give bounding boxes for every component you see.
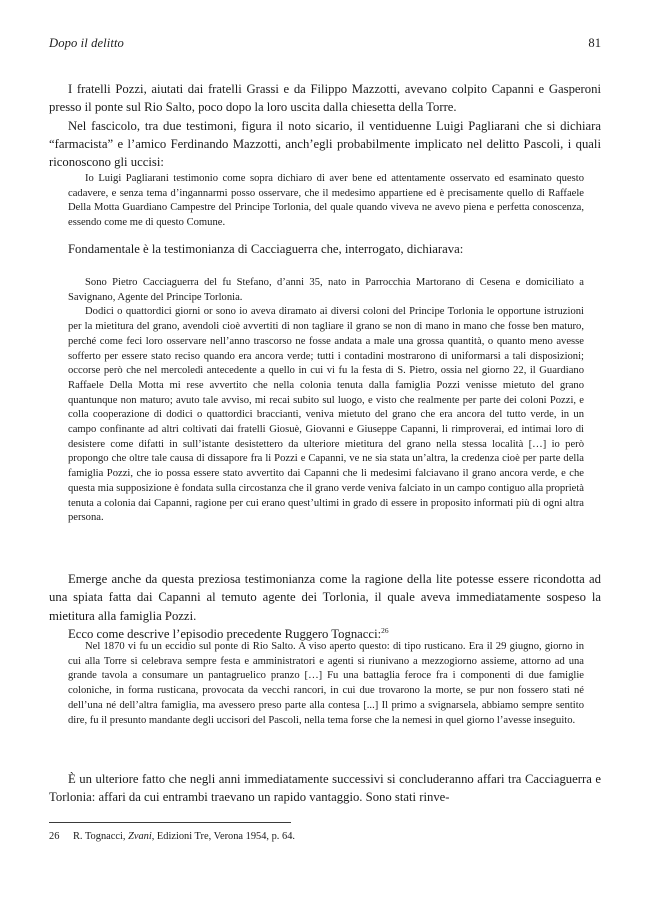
paragraph-5-text: Ecco come descrive l’episodio precedente Ruggero Tognacci: <box>68 627 382 642</box>
blockquote-cacciaguerra-p1: Sono Pietro Cacciaguerra del fu Stefano, d’anni 35, nato in Parrocchia Martorano di Cesena e domiciliato a Savignano, Agente del Principe Torlonia. <box>68 277 584 303</box>
footnote-26 <box>49 830 601 844</box>
footnote-publication: , Edizioni Tre, Verona 1954, p. 64. <box>151 831 295 842</box>
running-head-title: Dopo il delitto <box>49 36 124 50</box>
body-section-fondamentale <box>49 240 601 258</box>
footnote-text <box>73 830 295 844</box>
footnote-title: Zvani <box>128 831 152 842</box>
paragraph-4: Emerge anche da questa preziosa testimonianza come la ragione della lite potesse essere ricondotta ad una spiata fatta dai Capanni al temuto agente dei Torlonia, il quale aveva immediatamente sospeso la mietitura alla famiglia Pozzi. <box>49 572 601 623</box>
paragraph-3: Fondamentale è la testimonianza di Cacciaguerra che, interrogato, dichiarava: <box>68 242 464 256</box>
footnote-number: 26 <box>49 831 60 842</box>
paragraph-6: È un ulteriore fatto che negli anni immediatamente successivi si concluderanno affari tra Cacciaguerra e Torlonia: affari da cui entrambi traevano un rapido vantaggio. Sono stati rinve- <box>49 772 601 805</box>
footnote-author: R. Tognacci, <box>73 831 129 842</box>
paragraph-1: I fratelli Pozzi, aiutati dai fratelli Grassi e da Filippo Mazzotti, avevano colpito Capanni e Gasperoni presso il ponte sul Rio Salto, poco dopo la loro uscita dalla chiesetta della Torre. <box>49 82 601 115</box>
body-section-intro <box>49 80 601 172</box>
blockquote-pagliarani <box>68 172 584 231</box>
footnote-reference-26[interactable]: 26 <box>381 625 389 635</box>
page-number: 81 <box>588 36 601 50</box>
blockquote-cacciaguerra <box>68 276 584 526</box>
body-section-closing <box>49 770 601 807</box>
footnote-separator-rule <box>49 822 291 823</box>
footnote-area <box>49 822 601 844</box>
blockquote-tognacci <box>68 640 584 728</box>
blockquote-pagliarani-text: Io Luigi Pagliarani testimonio come sopra dichiaro di aver bene ed attentamente osservato ed esaminato questo cadavere, e senza tema d’ingannarmi posso osservare, che il medesimo appartiene ed è precisamente quello di Raffaele Della Motta Guardiano Campestre del Principe Torlonia, del quale quando viveva ne avevo piena e perfetta conoscenza, essendo come me di questo Comune. <box>68 173 584 229</box>
body-section-emerge <box>49 570 601 643</box>
blockquote-cacciaguerra-p2: Dodici o quattordici giorni or sono io aveva diramato ai diversi coloni del Principe Torlonia le opportune istruzioni per la mietitura del grano, avendoli cioè avvertiti di non tagliare il grano se non di mano in mano che fosse ben maturo, perché come feci loro osservare nell’anno trascorso ne fosse andata a male una grossa quantità, o quanto meno avesse sofferto per essere stato reciso quando era ancora verde; tutti i contadini mostrarono di uniformarsi a tali disposizioni; occorse però che nel mercoledì antecedente a quello in cui vi fu la festa di S. Pietro, ossia nel giorno 22, il Guardiano Raffaele Della Motta mi rese avvertito che nella colonia tenuta dalla famiglia Pozzi venisse mietuto del grano quantunque non maturo; avuto tale avviso, mi recai subito sul luogo, e visto che realmente per parte dei coloni Pozzi, e colla cooperazione di dodici o quattordici braccianti, veniva mietuto del grano che era ancora del tutto verde, in un campo confinante ad altri coltivati dai fratelli Giosuè, Giovanni e Giuseppe Capanni, li rimproverai, ed intimai loro di desistere come difatti in sull’istante desistettero da ulteriore mietitura del grano nella stessa località […] io però propongo che oltre tale causa di dissapore fra li Pozzi e Capanni, ve ne sia stata un’altra, la credenza cioè per parte della famiglia Pozzi, che io possa essere stato avvertito dai Capanni che li medesimi falciavano il grano ancora verde, e che questa mia supposizione è fondata sulla circostanza che il grano verde veniva falciato in un campo contiguo alla proprietà tenuta a colonia dai Capanni, ragione per cui erano quest’ultimi in grado di essere in proposito informati più di ogni altra persona. <box>68 306 584 524</box>
blockquote-tognacci-text: Nel 1870 vi fu un eccidio sul ponte di Rio Salto. A viso aperto questo: di tipo rusticano. Era il 29 giugno, giorno in cui alla Torre si celebrava sempre festa e amministratori e agenti si riunivano a mezzogiorno assieme, attorno ad una grande tavola a consumare un pantagruelico pranzo […] Fu una battaglia feroce fra i componenti di due famiglie coloniche, in forma rusticana, provocata da vecchi rancori, in cui due trovarono la morte, se pur non fossero stati né dell’una né dell’altra famiglia, ma avessero preso parte alla contesa [...] Il primo a svignarsela, abbiamo sempre sentito dire, fu il presunto mandante degli uccisori del Pascoli, nella tema forse che la nemesi in quel giorno l’avesse inseguito. <box>68 641 584 726</box>
paragraph-2: Nel fascicolo, tra due testimoni, figura il noto sicario, il ventiduenne Luigi Pagliarani che si dichiara “farmacista” e l’amico Ferdinando Mazzotti, anch’egli probabilmente implicato nel delitto Pascoli, i quali riconoscono gli uccisi: <box>49 118 601 170</box>
running-head <box>49 36 601 54</box>
